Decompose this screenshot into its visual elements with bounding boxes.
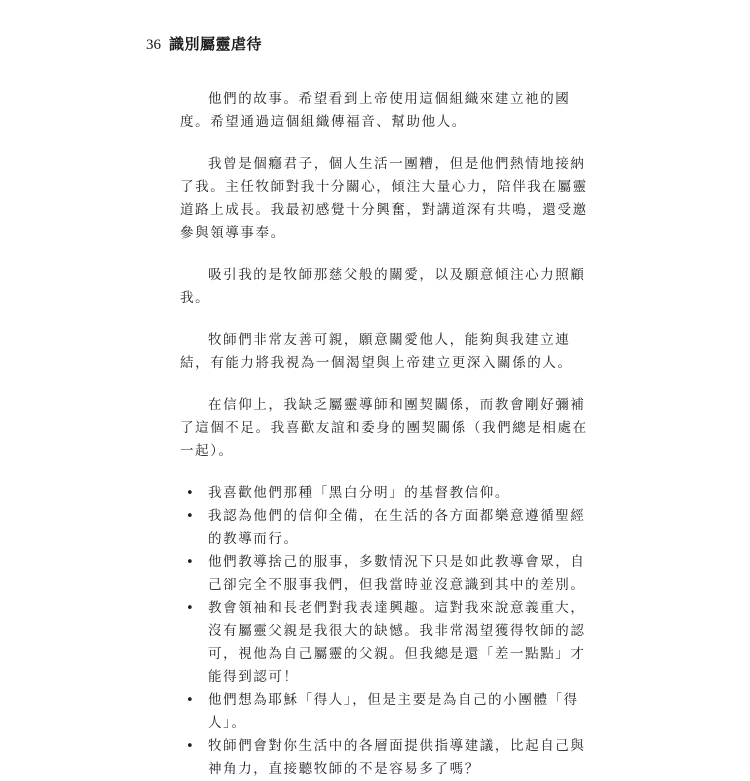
- running-title: 識別屬靈虐待: [169, 35, 263, 53]
- paragraph: 在信仰上，我缺乏屬靈導師和團契關係，而教會剛好彌補了這個不足。我喜歡友誼和委身的團契關係（我們總是相處在一起）。: [180, 397, 588, 459]
- list-item: [180, 551, 600, 597]
- paragraph: 吸引我的是牧師那慈父般的關愛，以及願意傾注心力照顧我。: [180, 267, 586, 306]
- body-text: [180, 88, 600, 781]
- list-item: [180, 735, 600, 781]
- list-item-text: 我認為他們的信仰全備，在生活的各方面都樂意遵循聖經的教導而行。: [208, 508, 586, 547]
- paragraph: 我曾是個癮君子，個人生活一團糟，但是他們熱情地接納了我。主任牧師對我十分關心，傾注大量心力，陪伴我在屬靈道路上成長。我最初感覺十分興奮，對講道深有共鳴，還受邀參與領導事奉。: [180, 156, 588, 241]
- paragraph: 牧師們非常友善可親，願意關愛他人，能夠與我建立連結，有能力將我視為一個渴望與上帝建立更深入關係的人。: [180, 332, 573, 371]
- list-item-text: 牧師們會對你生活中的各層面提供指導建議，比起自己與神角力，直接聽牧師的不是容易多了嗎？: [208, 738, 586, 777]
- bullet-icon: •: [186, 486, 196, 501]
- list-item-text: 我喜歡他們那種「黑白分明」的基督教信仰。: [208, 485, 510, 501]
- list-item-text: 他們想為耶穌「得人」，但是主要是為自己的小團體「得人」。: [208, 692, 579, 731]
- list-item-text: 教會領袖和長老們對我表達興趣。這對我來說意義重大，沒有屬靈父親是我很大的缺憾。我非常渴望獲得牧師的認可，視他為自己屬靈的父親。但我總是還「差一點點」才能得到認可！: [208, 600, 586, 685]
- bullet-icon: •: [186, 509, 196, 524]
- bullet-icon: •: [186, 555, 196, 570]
- bullet-icon: •: [186, 601, 196, 616]
- list-item: [180, 597, 600, 689]
- list-item: [180, 505, 600, 551]
- bullet-list: [180, 482, 600, 781]
- bullet-icon: •: [186, 739, 196, 754]
- page-number: 36: [146, 37, 161, 53]
- paragraph: 他們的故事。希望看到上帝使用這個組織來建立祂的國度。希望通過這個組織傳福音、幫助他人。: [180, 91, 571, 130]
- list-item: [180, 482, 600, 505]
- page-header: [146, 33, 262, 57]
- list-item-text: 他們教導捨己的服事，多數情況下只是如此教導會眾，自己卻完全不服事我們，但我當時並沒意識到其中的差別。: [208, 554, 586, 593]
- bullet-icon: •: [186, 693, 196, 708]
- list-item: [180, 689, 600, 735]
